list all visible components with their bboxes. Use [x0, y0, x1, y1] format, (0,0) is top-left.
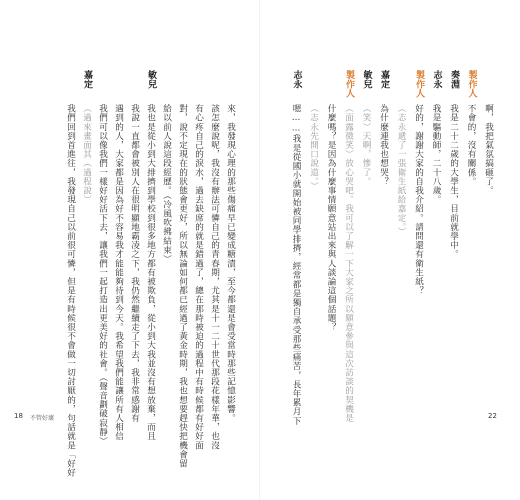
right-page [260, 0, 520, 500]
speaker-label: 嘉定 [379, 70, 389, 89]
body-line: 該怎麼說呢，我沒有辦法可憐自己的青春期，尤其是十一二十世代那段花樣年華，也沒 [209, 104, 220, 450]
dialogue-line: （志永遞了一張衛生紙給嘉定。） [396, 104, 407, 237]
right-page-number: 22 [488, 412, 497, 420]
speaker-label: 製作人 [466, 70, 477, 99]
body-line: 給以前人說這段經歷。（冷風吹拂結束） [161, 104, 172, 264]
body-line: 我們回到首進往，我發現自己以前很可憐，但是有時候很不會做一切討厭的，句話就是「好好 [65, 104, 76, 478]
body-line: （過來畫面其（過程說） [81, 104, 92, 205]
speaker-label: 敏兒 [146, 70, 156, 89]
dialogue-line: 我是二十二歲的大學生，目前就學中。 [448, 104, 459, 259]
speaker-label: 製作人 [344, 70, 354, 99]
speaker-label: 製作人 [414, 70, 424, 99]
dialogue-line: 我是驅動師，二十八歲。 [431, 104, 442, 205]
dialogue-line: 不會的，沒有關係。 [466, 104, 477, 186]
speaker-label: 志永 [431, 70, 442, 89]
body-line: 我們可以像我們一樣好好活下去，讓我們一起打造出更美好的社會。（聲音劃破寂靜） [97, 104, 108, 446]
dialogue-line: 什麼嗎？是因為什麼事情願意站出來與人談論這個話題？ [326, 104, 337, 332]
dialogue-line: （志永先開口說道。） [308, 104, 319, 191]
speaker-label: 嘉定 [82, 70, 92, 89]
body-line: 對，說不定現在的狀態會更好，所以無論如何都已經過了黃金時期，我也想要趕快把機會留 [177, 104, 188, 468]
dialogue-line: 為什麼連我也想哭？ [378, 104, 389, 186]
dialogue-line: 啊，我把氣氛搞砸了。 [483, 104, 494, 195]
speaker-label: 奏淵 [449, 70, 459, 89]
dialogue-line: （面露微笑）放心哭吧。我可以了解一下大家之所以願意參與這次訪談的契機是 [343, 104, 354, 423]
body-line: 遇到的人，大家都是因為好不容易我才能能夠待到今天。我希望我們能讓所有人相信 [113, 104, 124, 441]
dialogue-line: （笑）天啊，慘了。 [361, 104, 372, 186]
body-line: 有心疼自己的淚水，過去缺席的就是錯過了，總在那時被迫的過程中有時候都有好好面 [193, 104, 204, 450]
speaker-label: 志永 [291, 70, 302, 89]
body-line: 我也是從小到大排擠到學校到很多地方都有被欺負，從小到大我並沒有想放棄，而且 [145, 104, 156, 441]
speaker-label: 敏兒 [361, 70, 372, 89]
dialogue-line: 嗯……我是從國小就開始被同學排擠，經常都是獨自承受那些痛苦，長年累月下 [291, 104, 302, 426]
running-head: 不管好壞 [30, 415, 55, 422]
left-page-number: 18 [14, 412, 23, 420]
body-line: 我說一直都會被別人在很明顯地霸凌之下，我仍然繼續走了下去，我非常感謝有 [129, 104, 140, 423]
dialogue-line: 好的，謝謝大家的自我介紹。請問還有衛生紙？ [413, 104, 424, 296]
body-line: 來，我發現心理的那些傷痛早已變成糖漬，至今都還是會受當時那些記憶影響。 [225, 104, 236, 423]
